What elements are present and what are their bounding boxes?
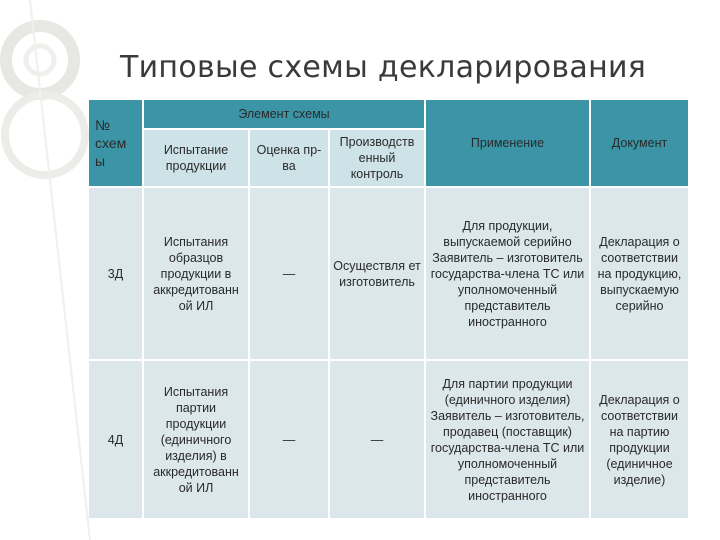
- scheme-number: 4Д: [89, 361, 142, 518]
- header-scheme-number: № схем ы: [89, 100, 142, 186]
- header-application: Применение: [426, 100, 589, 186]
- table-row: [89, 361, 688, 518]
- header-document: Документ: [591, 100, 688, 186]
- product-test-cell: Испытания образцов продукции в аккредитованн ой ИЛ: [144, 188, 248, 359]
- page-title: Типовые схемы декларирования: [120, 50, 647, 85]
- header-product-test: Испытание продукции: [144, 130, 248, 186]
- application-cell: Для продукции, выпускаемой серийно Заявитель – изготовитель государства-члена ТС или уполномоченный представитель иностранного: [426, 188, 589, 359]
- table-row: [89, 188, 688, 359]
- control-cell: Осуществля ет изготовитель: [330, 188, 424, 359]
- header-production-control: Производств енный контроль: [330, 130, 424, 186]
- decorative-circles: [0, 0, 100, 540]
- document-cell: Декларация о соответствии на продукцию, выпускаемую серийно: [591, 188, 688, 359]
- product-test-cell: Испытания партии продукции (единичного изделия) в аккредитованн ой ИЛ: [144, 361, 248, 518]
- document-cell: Декларация о соответствии на партию продукции (единичное изделие): [591, 361, 688, 518]
- scheme-number: 3Д: [89, 188, 142, 359]
- header-row: [89, 100, 688, 128]
- control-cell: —: [330, 361, 424, 518]
- assessment-cell: —: [250, 361, 328, 518]
- assessment-cell: —: [250, 188, 328, 359]
- application-cell: Для партии продукции (единичного изделия) Заявитель – изготовитель, продавец (поставщик) государства-члена ТС или уполномоченный представитель иностранного: [426, 361, 589, 518]
- header-production-assessment: Оценка пр-ва: [250, 130, 328, 186]
- header-element-group: Элемент схемы: [144, 100, 424, 128]
- declaration-schemes-table: [87, 98, 690, 520]
